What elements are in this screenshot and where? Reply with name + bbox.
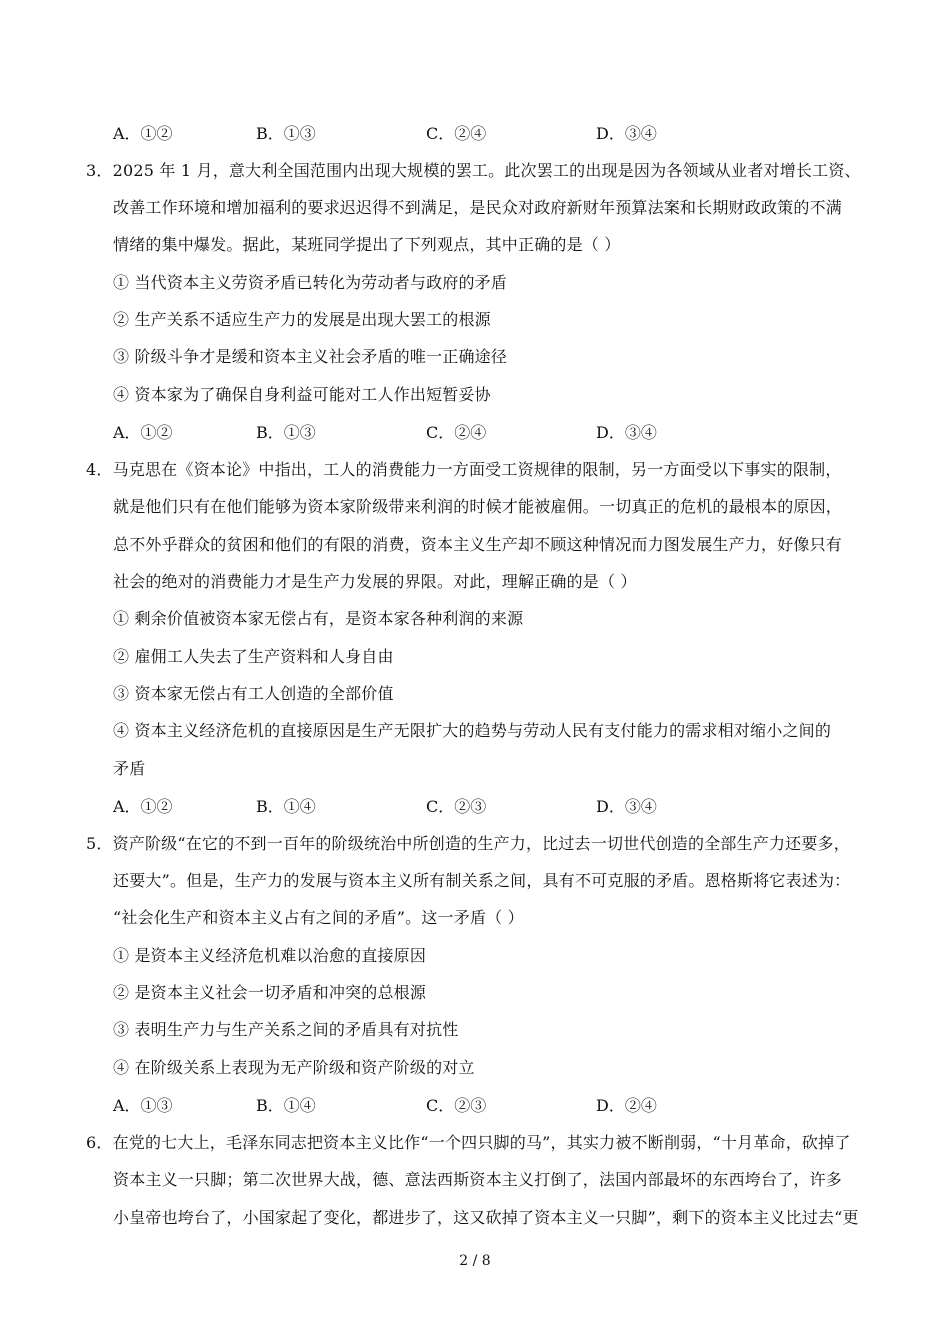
option-d: D．②④ xyxy=(596,1096,657,1115)
choice-item: ② 雇佣工人失去了生产资料和人身自由 xyxy=(113,647,394,666)
question-stem-line: 3．2025 年 1 月，意大利全国范围内出现大规模的罢工。此次罢工的出现是因为各领域从业者对增长工资、 xyxy=(86,161,861,180)
question-stem-line: 6．在党的七大上，毛泽东同志把资本主义比作“一个四只脚的马”，其实力被不断削弱，“十月革命，砍掉了 xyxy=(86,1133,851,1152)
option-d: D．③④ xyxy=(596,124,657,143)
question-stem-line: 改善工作环境和增加福利的要求迟迟得不到满足，是民众对政府新财年预算法案和长期财政政策的不满 xyxy=(113,198,843,217)
question-stem-line: 社会的绝对的消费能力才是生产力发展的界限。对此，理解正确的是（ ） xyxy=(113,572,637,591)
question-stem-line: “社会化生产和资本主义占有之间的矛盾”。这一矛盾（ ） xyxy=(113,908,524,927)
option-c: C．②④ xyxy=(426,124,487,143)
choice-item: ④ 资本家为了确保自身利益可能对工人作出短暂妥协 xyxy=(113,385,491,404)
question-stem-line: 情绪的集中爆发。据此，某班同学提出了下列观点，其中正确的是（ ） xyxy=(113,235,621,254)
choice-item-continuation: 矛盾 xyxy=(113,759,146,778)
choice-item: ③ 阶级斗争才是缓和资本主义社会矛盾的唯一正确途径 xyxy=(113,347,508,366)
option-c: C．②③ xyxy=(426,1096,487,1115)
option-c: C．②③ xyxy=(426,797,487,816)
choice-item: ③ 资本家无偿占有工人创造的全部价值 xyxy=(113,684,394,703)
page-number: 2 / 8 xyxy=(459,1253,491,1269)
question-stem-line: 还要大”。但是，生产力的发展与资本主义所有制关系之间，具有不可克服的矛盾。恩格斯将它表述为： xyxy=(113,871,851,890)
option-a: A．①③ xyxy=(113,1096,173,1115)
question-stem-line: 小皇帝也垮台了，小国家起了变化，都进步了，这又砍掉了资本主义一只脚”，剩下的资本主义比过去“更 xyxy=(113,1208,859,1227)
choice-item: ② 是资本主义社会一切矛盾和冲突的总根源 xyxy=(113,983,427,1002)
option-b: B．①③ xyxy=(256,423,316,442)
choice-item: ① 是资本主义经济危机难以治愈的直接原因 xyxy=(113,946,427,965)
option-c: C．②④ xyxy=(426,423,487,442)
question-stem-line: 5．资产阶级“在它的不到一百年的阶级统治中所创造的生产力，比过去一切世代创造的全部生产力还要多， xyxy=(86,834,850,853)
option-a: A．①② xyxy=(113,423,173,442)
option-b: B．①④ xyxy=(256,1096,316,1115)
option-b: B．①③ xyxy=(256,124,316,143)
question-stem-line: 总不外乎群众的贫困和他们的有限的消费，资本主义生产却不顾这种情况而力图发展生产力，好像只有 xyxy=(113,535,843,554)
option-d: D．③④ xyxy=(596,797,657,816)
choice-item: ① 当代资本主义劳资矛盾已转化为劳动者与政府的矛盾 xyxy=(113,273,508,292)
option-b: B．①④ xyxy=(256,797,316,816)
choice-item: ② 生产关系不适应生产力的发展是出现大罢工的根源 xyxy=(113,310,491,329)
choice-item: ④ 在阶级关系上表现为无产阶级和资产阶级的对立 xyxy=(113,1058,475,1077)
option-a: A．①② xyxy=(113,124,173,143)
question-stem-line: 4．马克思在《资本论》中指出，工人的消费能力一方面受工资规律的限制，另一方面受以下事实的限制， xyxy=(86,460,842,479)
question-stem-line: 资本主义一只脚；第二次世界大战，德、意法西斯资本主义打倒了，法国内部最坏的东西垮台了，许多 xyxy=(113,1170,843,1189)
option-d: D．③④ xyxy=(596,423,657,442)
choice-item: ④ 资本主义经济危机的直接原因是生产无限扩大的趋势与劳动人民有支付能力的需求相对缩小之间的 xyxy=(113,721,832,740)
question-stem-line: 就是他们只有在他们能够为资本家阶级带来利润的时候才能被雇佣。一切真正的危机的最根本的原因， xyxy=(113,497,843,516)
choice-item: ① 剩余价值被资本家无偿占有，是资本家各种利润的来源 xyxy=(113,609,524,628)
option-a: A．①② xyxy=(113,797,173,816)
choice-item: ③ 表明生产力与生产关系之间的矛盾具有对抗性 xyxy=(113,1020,459,1039)
